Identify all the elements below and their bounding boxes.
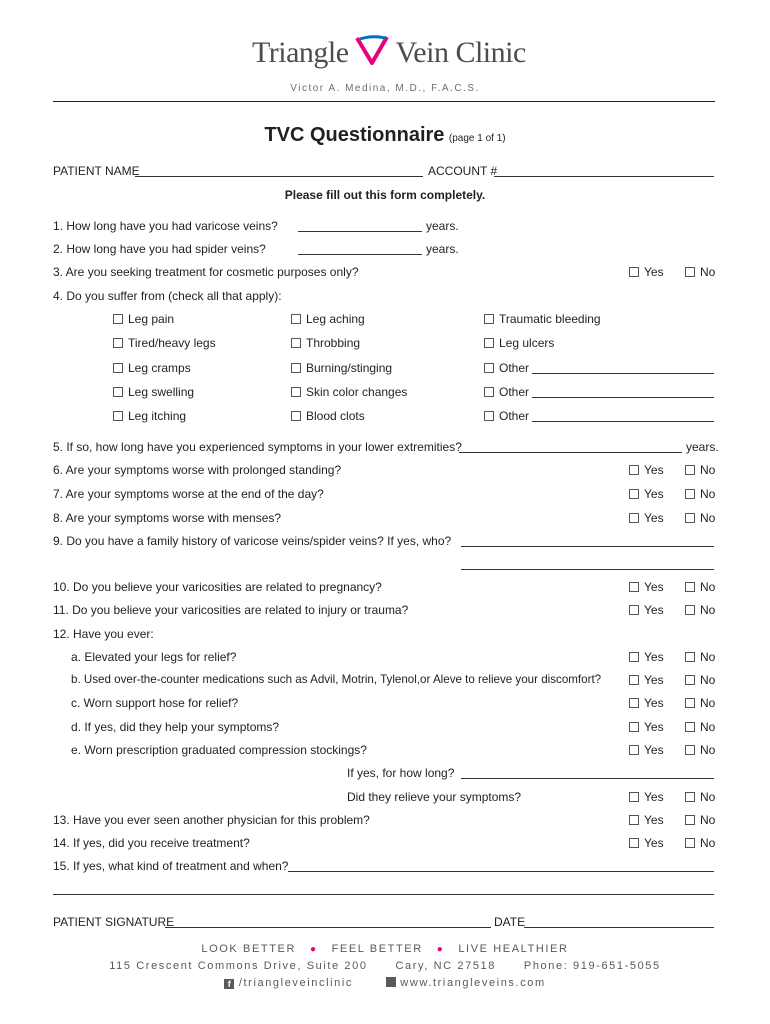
date-label: DATE [494,915,526,929]
symptom-checkbox[interactable] [484,363,494,373]
q12d-text: d. If yes, did they help your symptoms? [71,720,280,734]
symptom-option[interactable] [291,312,365,326]
footer-tagline [0,943,770,955]
no-label: No [700,265,716,279]
symptom-checkbox[interactable] [484,387,494,397]
q2-text: 2. How long have you had spider veins? [53,242,266,256]
q12d-yes[interactable] [629,720,664,734]
how-long-text: If yes, for how long? [347,766,455,780]
signature-label: PATIENT SIGNATURE [53,915,175,929]
symptom-option[interactable] [291,361,392,375]
form-title [0,124,770,147]
symptom-option[interactable] [291,336,360,350]
symptom-checkbox[interactable] [113,338,123,348]
q12a-no[interactable] [685,650,715,664]
q12e-yes[interactable] [629,743,664,757]
address-text: 115 Crescent Commons Drive, Suite 200 [109,960,368,972]
q8-no-checkbox[interactable] [685,513,695,523]
q12e-no[interactable] [685,743,715,757]
q14-yes-checkbox[interactable] [629,838,639,848]
q5-text: 5. If so, how long have you experienced symptoms in your lower extremities? [53,440,462,454]
relieve-no-checkbox[interactable] [685,792,695,802]
q12e-yes-checkbox[interactable] [629,745,639,755]
symptom-option-other[interactable] [484,361,529,375]
tagline-feel-better: FEEL BETTER [331,943,423,955]
q3-no[interactable] [685,265,715,279]
q7-yes-checkbox[interactable] [629,489,639,499]
logo-text-right: Vein Clinic [395,36,526,69]
q13-yes-checkbox[interactable] [629,815,639,825]
symptom-option-other[interactable] [484,385,529,399]
q5-years: years. [686,440,719,454]
yes-label: Yes [644,580,664,594]
q12c-yes-checkbox[interactable] [629,698,639,708]
no-label: No [700,743,716,757]
page-counter: (page 1 of 1) [448,133,506,144]
symptom-checkbox[interactable] [484,314,494,324]
symptom-checkbox[interactable] [291,314,301,324]
no-label: No [700,650,716,664]
yes-label: Yes [644,790,664,804]
facebook-link[interactable]: /triangleveinclinic [238,977,354,989]
symptom-label: Leg swelling [128,385,195,399]
other-field[interactable] [532,421,714,422]
q10-yes-checkbox[interactable] [629,582,639,592]
phone-text: Phone: 919-651-5055 [523,960,661,972]
symptom-label: Leg itching [128,409,187,423]
logo-text-left: Triangle [252,36,349,69]
q10-text: 10. Do you believe your varicosities are related to pregnancy? [53,580,382,594]
q14-no-checkbox[interactable] [685,838,695,848]
symptom-checkbox[interactable] [291,363,301,373]
symptom-option[interactable] [113,336,216,350]
no-label: No [700,836,716,850]
symptom-checkbox[interactable] [113,314,123,324]
q2-answer-field[interactable] [298,254,422,255]
q13-text: 13. Have you ever seen another physician for this problem? [53,813,370,827]
bullet-icon: ● [310,944,318,955]
city-text: Cary, NC 27518 [395,960,496,972]
q7-yes[interactable] [629,487,664,501]
symptom-label: Other [499,361,530,375]
q14-text: 14. If yes, did you receive treatment? [53,836,250,850]
q8-yes-checkbox[interactable] [629,513,639,523]
symptom-checkbox[interactable] [291,387,301,397]
symptom-option[interactable] [484,312,601,326]
q12d-yes-checkbox[interactable] [629,722,639,732]
q13-yes[interactable] [629,813,664,827]
symptom-label: Skin color changes [306,385,408,399]
q11-text: 11. Do you believe your varicosities are related to injury or trauma? [53,603,409,617]
no-label: No [700,673,716,687]
q6-yes[interactable] [629,463,664,477]
yes-label: Yes [644,813,664,827]
q7-text: 7. Are your symptoms worse at the end of the day? [53,487,324,501]
q12a-yes-checkbox[interactable] [629,652,639,662]
q4-text: 4. Do you suffer from (check all that apply): [53,289,282,303]
patient-name-field[interactable] [135,176,423,177]
bullet-icon: ● [436,944,445,955]
q12b-no[interactable] [685,673,715,687]
q14-yes[interactable] [629,836,664,850]
relieve-yes-checkbox[interactable] [629,792,639,802]
tagline-live-healthier: LIVE HEALTHIER [458,943,569,955]
symptom-label: Leg cramps [128,361,191,375]
relieve-yes[interactable] [629,790,664,804]
symptom-checkbox[interactable] [484,411,494,421]
symptom-option[interactable] [291,409,365,423]
q12b-no-checkbox[interactable] [685,675,695,685]
q8-yes[interactable] [629,511,664,525]
yes-label: Yes [644,650,664,664]
yes-label: Yes [644,696,664,710]
symptom-option-other[interactable] [484,409,529,423]
symptom-checkbox[interactable] [113,363,123,373]
no-label: No [700,487,716,501]
q10-no-checkbox[interactable] [685,582,695,592]
yes-label: Yes [644,463,664,477]
no-label: No [700,696,716,710]
symptom-label: Leg aching [306,312,365,326]
account-field[interactable] [494,176,714,177]
q10-yes[interactable] [629,580,664,594]
q13-no[interactable] [685,813,715,827]
q8-text: 8. Are your symptoms worse with menses? [53,511,282,525]
q1-text: 1. How long have you had varicose veins? [53,219,278,233]
yes-label: Yes [644,743,664,757]
q12c-yes[interactable] [629,696,664,710]
symptom-checkbox[interactable] [484,338,494,348]
q3-yes[interactable] [629,265,664,279]
q3-yes-checkbox[interactable] [629,267,639,277]
other-field[interactable] [532,397,714,398]
q12a-no-checkbox[interactable] [685,652,695,662]
q5-answer-field[interactable] [459,452,682,453]
instruction-text: Please fill out this form completely. [284,188,486,202]
triangle-logo-icon [354,34,390,66]
q12-text: 12. Have you ever: [53,627,154,641]
q9-text: 9. Do you have a family history of varicose veins/spider veins? If yes, who? [53,534,452,548]
q6-no-checkbox[interactable] [685,465,695,475]
q12b-yes[interactable] [629,673,664,687]
footer-social [0,977,770,989]
q12e-no-checkbox[interactable] [685,745,695,755]
yes-label: Yes [644,836,664,850]
doctor-name: Victor A. Medina, M.D., F.A.C.S. [290,83,480,94]
symptom-label: Tired/heavy legs [128,336,216,350]
q15-text: 15. If yes, what kind of treatment and when? [53,859,289,873]
page-title: TVC Questionnaire [264,124,445,146]
yes-label: Yes [644,265,664,279]
q7-no-checkbox[interactable] [685,489,695,499]
clinic-logo [252,34,526,70]
symptom-label: Throbbing [306,336,361,350]
footer-address [0,960,770,972]
header-divider [53,101,715,102]
symptom-option[interactable] [113,385,194,399]
q12c-text: c. Worn support hose for relief? [71,696,239,710]
symptom-label: Traumatic bleeding [499,312,601,326]
no-label: No [700,580,716,594]
website-link[interactable]: www.triangleveins.com [400,977,546,989]
q1-years: years. [426,219,459,233]
symptom-option[interactable] [113,312,174,326]
q1-answer-field[interactable] [298,231,422,232]
symptom-option[interactable] [484,336,554,350]
q15-answer-field-2[interactable] [53,894,714,895]
symptom-label: Other [499,409,530,423]
facebook-icon: f [224,979,234,989]
q9-answer-field[interactable] [461,546,714,547]
symptom-option[interactable] [113,409,186,423]
q12d-no-checkbox[interactable] [685,722,695,732]
q14-no[interactable] [685,836,715,850]
q12b-text: b. Used over-the-counter medications such as Advil, Motrin, Tylenol,or Aleve to relieve your discomfort? [71,673,602,686]
q11-yes-checkbox[interactable] [629,605,639,615]
tagline-look-better: LOOK BETTER [201,943,297,955]
q3-no-checkbox[interactable] [685,267,695,277]
q8-no[interactable] [685,511,715,525]
no-label: No [700,790,716,804]
symptom-label: Leg ulcers [499,336,555,350]
symptom-option[interactable] [113,361,191,375]
account-label: ACCOUNT # [428,164,498,178]
q11-no[interactable] [685,603,715,617]
symptom-checkbox[interactable] [113,387,123,397]
q6-yes-checkbox[interactable] [629,465,639,475]
q6-text: 6. Are your symptoms worse with prolonged standing? [53,463,342,477]
yes-label: Yes [644,673,664,687]
did-relieve-text: Did they relieve your symptoms? [347,790,522,804]
other-field[interactable] [532,373,714,374]
q2-years: years. [426,242,459,256]
q12e-text: e. Worn prescription graduated compression stockings? [71,743,367,757]
q6-no[interactable] [685,463,715,477]
signature-field[interactable] [165,927,491,928]
q13-no-checkbox[interactable] [685,815,695,825]
q12b-yes-checkbox[interactable] [629,675,639,685]
yes-label: Yes [644,511,664,525]
symptom-checkbox[interactable] [113,411,123,421]
q11-yes[interactable] [629,603,664,617]
no-label: No [700,813,716,827]
patient-name-label: PATIENT NAME [53,164,140,178]
q7-no[interactable] [685,487,715,501]
q9-answer-field-2[interactable] [461,569,714,570]
web-icon [386,977,396,987]
q10-no[interactable] [685,580,715,594]
symptom-checkbox[interactable] [291,411,301,421]
symptom-label: Blood clots [306,409,365,423]
yes-label: Yes [644,603,664,617]
q12c-no[interactable] [685,696,715,710]
how-long-field[interactable] [461,778,714,779]
date-field[interactable] [524,927,714,928]
yes-label: Yes [644,487,664,501]
symptom-option[interactable] [291,385,407,399]
no-label: No [700,603,716,617]
symptom-checkbox[interactable] [291,338,301,348]
q12d-no[interactable] [685,720,715,734]
relieve-no[interactable] [685,790,715,804]
q12a-text: a. Elevated your legs for relief? [71,650,237,664]
symptom-label: Burning/stinging [306,361,393,375]
symptom-label: Leg pain [128,312,175,326]
q11-no-checkbox[interactable] [685,605,695,615]
no-label: No [700,720,716,734]
q3-text: 3. Are you seeking treatment for cosmetic purposes only? [53,265,359,279]
q12c-no-checkbox[interactable] [685,698,695,708]
q15-answer-field[interactable] [288,871,714,872]
no-label: No [700,463,716,477]
yes-label: Yes [644,720,664,734]
q12a-yes[interactable] [629,650,664,664]
no-label: No [700,511,716,525]
symptom-label: Other [499,385,530,399]
